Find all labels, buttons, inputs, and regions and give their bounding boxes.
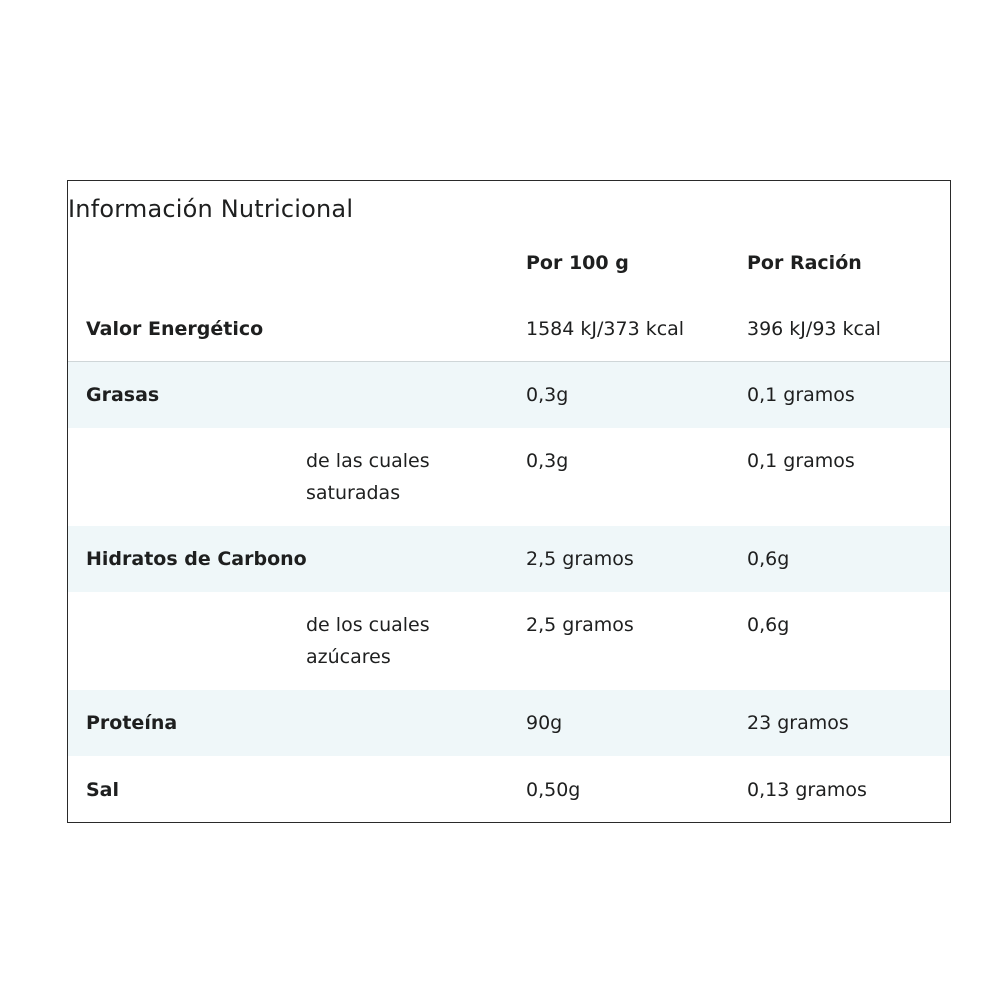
value-per-serving: 0,6g	[747, 548, 790, 570]
table-row-salt	[68, 756, 950, 822]
value-per-100g: 2,5 gramos	[526, 614, 634, 636]
value-per-100g: 2,5 gramos	[526, 548, 634, 570]
sub-row-label	[306, 609, 430, 673]
row-label: Valor Energético	[86, 318, 264, 340]
table-title: Información Nutricional	[68, 195, 354, 223]
value-per-serving: 0,6g	[747, 614, 790, 636]
table-row-fat	[68, 362, 950, 428]
row-label: Hidratos de Carbono	[86, 548, 307, 570]
column-header-per-serving: Por Ración	[747, 252, 862, 274]
table-row-protein	[68, 690, 950, 756]
table-row-saturated-fat	[68, 428, 950, 526]
value-per-100g: 90g	[526, 712, 563, 734]
row-label: Grasas	[86, 384, 160, 406]
value-per-serving: 0,1 gramos	[747, 450, 855, 472]
header-row	[68, 247, 950, 279]
row-label: Sal	[86, 779, 120, 801]
value-per-100g: 0,3g	[526, 384, 569, 406]
column-header-per-100g: Por 100 g	[526, 252, 629, 274]
table-row-sugars	[68, 592, 950, 690]
table-row-carbohydrates	[68, 526, 950, 592]
value-per-100g: 0,3g	[526, 450, 569, 472]
value-per-serving: 23 gramos	[747, 712, 849, 734]
row-label: Proteína	[86, 712, 178, 734]
value-per-serving: 396 kJ/93 kcal	[747, 318, 881, 340]
nutrition-table	[67, 180, 951, 823]
sub-row-label-line-2: azúcares	[306, 646, 391, 668]
sub-row-label-line-1: de los cuales	[306, 614, 430, 636]
sub-row-label	[306, 445, 430, 509]
value-per-100g: 1584 kJ/373 kcal	[526, 318, 685, 340]
sub-row-label-line-2: saturadas	[306, 482, 401, 504]
value-per-100g: 0,50g	[526, 779, 581, 801]
value-per-serving: 0,13 gramos	[747, 779, 867, 801]
sub-row-label-line-1: de las cuales	[306, 450, 430, 472]
table-row-energy	[68, 297, 950, 362]
value-per-serving: 0,1 gramos	[747, 384, 855, 406]
